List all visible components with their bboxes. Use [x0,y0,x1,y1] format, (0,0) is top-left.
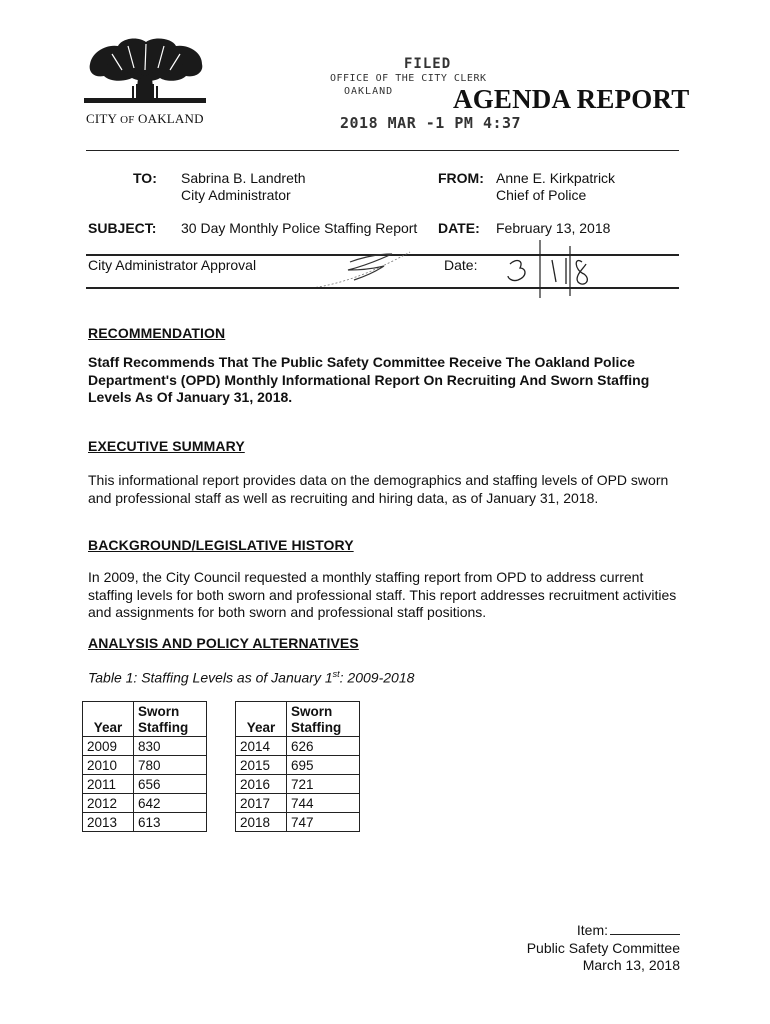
executive-summary-text: This informational report provides data on the demographics and staffing levels of OPD sworn and professional staff as well as recruiting and hiring data, as of January 31, 2018. [88,472,669,506]
committee-name: Public Safety Committee [526,939,680,956]
approval-label: City Administrator Approval [88,257,257,273]
to-name: Sabrina B. Landreth [181,170,306,186]
table-row [236,756,360,775]
item-label: Item: [576,922,608,938]
cell-year: 2016 [236,775,287,794]
city-name-prefix: CITY [86,111,117,126]
cell-year: 2015 [236,756,287,775]
table-row [83,813,207,832]
stamp-date-line: 2018 MAR -1 PM 4:37 [340,114,522,132]
to-title: City Administrator [181,187,291,203]
stamp-city-line: OAKLAND [344,86,394,97]
to-label: TO: [133,170,157,186]
handwritten-date-icon [500,240,610,300]
approval-bottom-rule [86,287,679,289]
subject-label: SUBJECT: [88,220,157,236]
cell-year: 2013 [83,813,134,832]
header-divider [86,150,679,151]
meeting-date: March 13, 2018 [582,957,680,973]
approval-date-label: Date: [444,257,478,273]
cell-year: 2010 [83,756,134,775]
cell-sworn: 830 [134,737,207,756]
table-row [83,737,207,756]
signature-icon [310,244,430,292]
city-name [86,111,204,127]
col-header-sworn-line2: Staffing [138,720,189,735]
col-header-sworn-line1: Sworn [291,704,333,719]
cell-sworn: 744 [287,794,360,813]
table-row [83,756,207,775]
cell-year: 2014 [236,737,287,756]
col-header-year: Year [83,702,134,737]
from-title: Chief of Police [496,187,587,203]
cell-sworn: 613 [134,813,207,832]
cell-sworn: 626 [287,737,360,756]
cell-sworn: 656 [134,775,207,794]
from-name: Anne E. Kirkpatrick [496,170,616,186]
col-header-sworn-line1: Sworn [138,704,180,719]
cell-sworn: 721 [287,775,360,794]
city-name-of: OF [120,114,135,126]
cell-sworn: 695 [287,756,360,775]
cell-year: 2017 [236,794,287,813]
item-blank [610,922,680,935]
subject-text: 30 Day Monthly Police Staffing Report [181,220,418,236]
cell-year: 2012 [83,794,134,813]
col-header-year: Year [236,702,287,737]
table-row [236,794,360,813]
item-line [500,922,680,940]
cell-sworn: 747 [287,813,360,832]
footer-block [500,922,680,975]
date-text: February 13, 2018 [496,220,611,236]
date-label: DATE: [438,220,480,236]
table-row [236,775,360,794]
cell-sworn: 780 [134,756,207,775]
city-name-suffix: OAKLAND [138,111,204,126]
oak-tree-logo-icon [82,34,208,104]
table-caption-prefix: Table 1: Staffing Levels as of January 1 [88,669,333,686]
table-row [83,794,207,813]
staffing-table-left [82,701,207,832]
table-caption [88,669,414,686]
col-header-sworn-line2: Staffing [291,720,342,735]
table-row [236,813,360,832]
staffing-table-right [235,701,360,832]
col-header-sworn [287,702,360,737]
table-caption-suffix: : 2009-2018 [339,669,415,686]
report-title: AGENDA REPORT [453,84,690,114]
col-header-sworn [134,702,207,737]
cell-year: 2009 [83,737,134,756]
executive-summary-heading: EXECUTIVE SUMMARY [88,438,245,454]
recommendation-text: Staff Recommends That The Public Safety Committee Receive The Oakland Police Department's (OPD) Monthly Informational Report On Recruiting And Sworn Staffing Levels As Of January 31, 2018. [88,354,650,405]
stamp-filed: FILED [404,56,452,72]
background-text: In 2009, the City Council requested a monthly staffing report from OPD to address current staffing levels for both sworn and professional staff. This report addresses recruitment activities and assignments for both sworn and professional staff positions. [88,569,677,620]
from-label: FROM: [438,170,484,186]
cell-sworn: 642 [134,794,207,813]
table-row [236,737,360,756]
stamp-office-line: OFFICE OF THE CITY CLERK [330,73,487,84]
cell-year: 2018 [236,813,287,832]
analysis-heading: ANALYSIS AND POLICY ALTERNATIVES [88,635,359,651]
recommendation-heading: RECOMMENDATION [88,325,226,341]
cell-year: 2011 [83,775,134,794]
table-row [83,775,207,794]
table-caption-sup: st [332,669,340,679]
background-heading: BACKGROUND/LEGISLATIVE HISTORY [88,537,354,553]
